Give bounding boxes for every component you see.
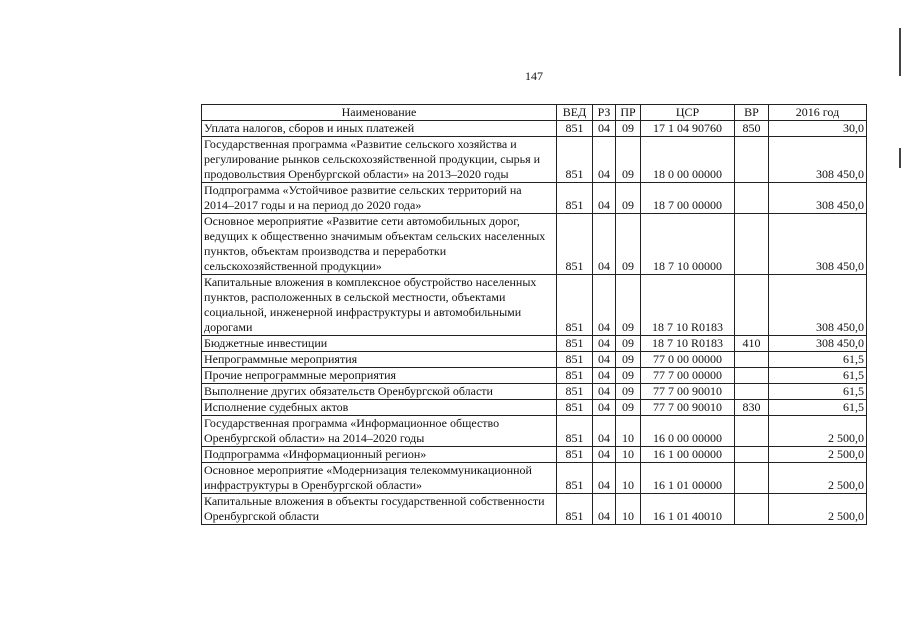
cell-pr: 10: [616, 447, 641, 463]
cell-vr: [735, 137, 769, 183]
table-row: [202, 400, 867, 416]
cell-vr: [735, 384, 769, 400]
table-row: [202, 275, 867, 336]
cell-ved: 851: [557, 137, 593, 183]
cell-ved: 851: [557, 384, 593, 400]
cell-pr: 09: [616, 137, 641, 183]
cell-vr: [735, 214, 769, 275]
cell-name: Выполнение других обязательств Оренбургской области: [202, 384, 557, 400]
cell-ved: 851: [557, 214, 593, 275]
cell-csr: 18 7 10 R0183: [641, 275, 735, 336]
table-row: [202, 336, 867, 352]
cell-ved: 851: [557, 463, 593, 494]
table-row: [202, 384, 867, 400]
budget-table: [201, 104, 867, 525]
column-header-vr: ВР: [735, 105, 769, 121]
cell-name: Основное мероприятие «Модернизация телекоммуникационной инфраструктуры в Оренбургской области»: [202, 463, 557, 494]
cell-vr: [735, 275, 769, 336]
cell-pr: 09: [616, 183, 641, 214]
table-row: [202, 183, 867, 214]
page-number: 147: [525, 69, 543, 83]
cell-rz: 04: [593, 400, 616, 416]
cell-csr: 77 7 00 00000: [641, 368, 735, 384]
column-header-csr: ЦСР: [641, 105, 735, 121]
cell-pr: 10: [616, 416, 641, 447]
cell-ved: 851: [557, 416, 593, 447]
cell-csr: 17 1 04 90760: [641, 121, 735, 137]
cell-vr: [735, 463, 769, 494]
cell-amount: 61,5: [769, 368, 867, 384]
cell-rz: 04: [593, 275, 616, 336]
cell-vr: 850: [735, 121, 769, 137]
cell-rz: 04: [593, 463, 616, 494]
table-row: [202, 214, 867, 275]
cell-ved: 851: [557, 400, 593, 416]
cell-amount: 308 450,0: [769, 183, 867, 214]
cell-amount: 308 450,0: [769, 336, 867, 352]
cell-ved: 851: [557, 121, 593, 137]
cell-csr: 16 1 00 00000: [641, 447, 735, 463]
table-row: [202, 463, 867, 494]
column-header-ved: ВЕД: [557, 105, 593, 121]
cell-amount: 61,5: [769, 352, 867, 368]
cell-csr: 18 7 10 00000: [641, 214, 735, 275]
scan-edge-mark: [899, 28, 901, 76]
cell-rz: 04: [593, 214, 616, 275]
cell-pr: 09: [616, 384, 641, 400]
cell-csr: 16 1 01 40010: [641, 494, 735, 525]
cell-rz: 04: [593, 121, 616, 137]
cell-name: Капитальные вложения в комплексное обустройство населенных пунктов, расположенных в сельской местности, объектами социальной, инженерной инфраструктуры и автомобильными дорогами: [202, 275, 557, 336]
cell-pr: 10: [616, 494, 641, 525]
cell-vr: [735, 447, 769, 463]
cell-name: Основное мероприятие «Развитие сети автомобильных дорог, ведущих к общественно значимым объектам сельских населенных пунктов, объектам производства и переработки сельскохозяйственной продукции»: [202, 214, 557, 275]
table-row: [202, 494, 867, 525]
cell-ved: 851: [557, 275, 593, 336]
cell-name: Государственная программа «Информационное общество Оренбургской области» на 2014–2020 годы: [202, 416, 557, 447]
table-body: [202, 121, 867, 525]
cell-vr: 830: [735, 400, 769, 416]
cell-vr: [735, 494, 769, 525]
cell-csr: 16 1 01 00000: [641, 463, 735, 494]
cell-ved: 851: [557, 183, 593, 214]
cell-ved: 851: [557, 447, 593, 463]
cell-csr: 77 0 00 00000: [641, 352, 735, 368]
cell-ved: 851: [557, 336, 593, 352]
cell-name: Бюджетные инвестиции: [202, 336, 557, 352]
cell-csr: 16 0 00 00000: [641, 416, 735, 447]
cell-vr: [735, 416, 769, 447]
cell-rz: 04: [593, 384, 616, 400]
cell-pr: 10: [616, 463, 641, 494]
cell-csr: 77 7 00 90010: [641, 384, 735, 400]
cell-rz: 04: [593, 137, 616, 183]
cell-name: Подпрограмма «Устойчивое развитие сельских территорий на 2014–2017 годы и на период до 2020 года»: [202, 183, 557, 214]
column-header-name: Наименование: [202, 105, 557, 121]
column-header-year: 2016 год: [769, 105, 867, 121]
cell-name: Прочие непрограммные мероприятия: [202, 368, 557, 384]
cell-csr: 18 7 10 R0183: [641, 336, 735, 352]
cell-amount: 2 500,0: [769, 447, 867, 463]
cell-amount: 61,5: [769, 384, 867, 400]
cell-name: Капитальные вложения в объекты государственной собственности Оренбургской области: [202, 494, 557, 525]
cell-pr: 09: [616, 214, 641, 275]
cell-name: Непрограммные мероприятия: [202, 352, 557, 368]
cell-ved: 851: [557, 352, 593, 368]
cell-rz: 04: [593, 368, 616, 384]
cell-amount: 308 450,0: [769, 137, 867, 183]
cell-vr: [735, 368, 769, 384]
cell-pr: 09: [616, 368, 641, 384]
cell-amount: 308 450,0: [769, 275, 867, 336]
table-row: [202, 447, 867, 463]
table-row: [202, 137, 867, 183]
cell-rz: 04: [593, 352, 616, 368]
scan-edge-mark: [899, 148, 901, 168]
table-row: [202, 416, 867, 447]
cell-rz: 04: [593, 336, 616, 352]
cell-pr: 09: [616, 121, 641, 137]
cell-csr: 18 0 00 00000: [641, 137, 735, 183]
cell-csr: 18 7 00 00000: [641, 183, 735, 214]
cell-pr: 09: [616, 400, 641, 416]
cell-pr: 09: [616, 275, 641, 336]
cell-ved: 851: [557, 368, 593, 384]
table-row: [202, 368, 867, 384]
cell-amount: 2 500,0: [769, 494, 867, 525]
cell-amount: 61,5: [769, 400, 867, 416]
cell-pr: 09: [616, 336, 641, 352]
table-header-row: [202, 105, 867, 121]
cell-rz: 04: [593, 494, 616, 525]
cell-name: Уплата налогов, сборов и иных платежей: [202, 121, 557, 137]
cell-rz: 04: [593, 183, 616, 214]
cell-amount: 30,0: [769, 121, 867, 137]
cell-name: Государственная программа «Развитие сельского хозяйства и регулирование рынков сельскохозяйственной продукции, сырья и продовольствия Оренбургской области» на 2013–2020 годы: [202, 137, 557, 183]
column-header-pr: ПР: [616, 105, 641, 121]
cell-amount: 2 500,0: [769, 416, 867, 447]
cell-ved: 851: [557, 494, 593, 525]
cell-name: Исполнение судебных актов: [202, 400, 557, 416]
cell-rz: 04: [593, 447, 616, 463]
cell-vr: [735, 183, 769, 214]
cell-csr: 77 7 00 90010: [641, 400, 735, 416]
cell-amount: 308 450,0: [769, 214, 867, 275]
table-row: [202, 352, 867, 368]
column-header-rz: РЗ: [593, 105, 616, 121]
table-row: [202, 121, 867, 137]
cell-rz: 04: [593, 416, 616, 447]
cell-amount: 2 500,0: [769, 463, 867, 494]
cell-vr: 410: [735, 336, 769, 352]
cell-vr: [735, 352, 769, 368]
cell-name: Подпрограмма «Информационный регион»: [202, 447, 557, 463]
cell-pr: 09: [616, 352, 641, 368]
